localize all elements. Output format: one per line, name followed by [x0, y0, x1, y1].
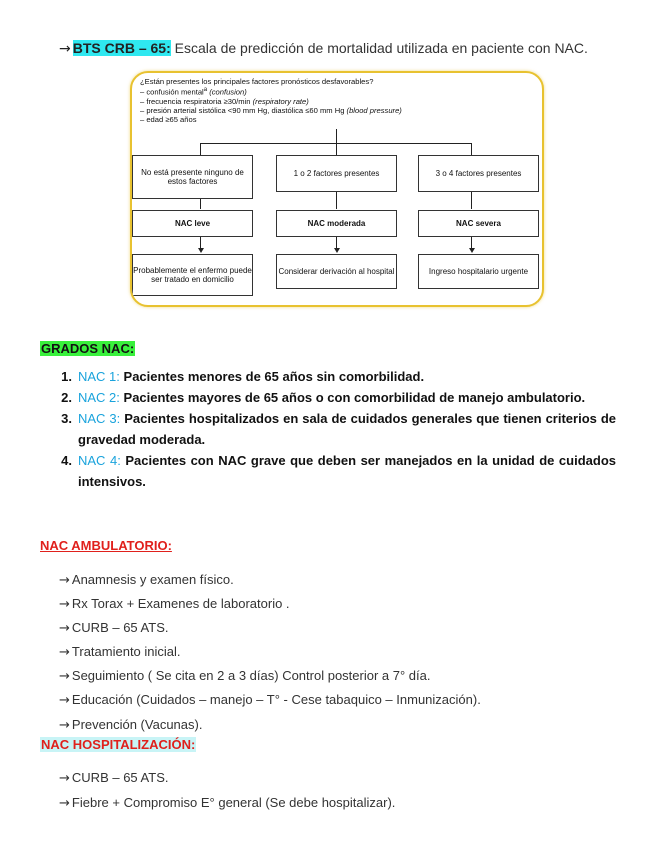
ambulatorio-heading	[40, 538, 172, 553]
factor-confusion: – confusión mental$^a$ (confusion)	[140, 87, 247, 97]
action-box-ingreso: Ingreso hospitalario urgente	[418, 254, 539, 289]
factors-box-none: No está presente ninguno de estos factores	[132, 155, 253, 199]
arrow-icon: →	[59, 795, 70, 811]
factor-blood-pressure: – presión arterial sistólica <90 mm Hg, diastólica ≤60 mm Hg (blood pressure)	[140, 105, 402, 115]
connector-line	[200, 199, 201, 209]
arrow-icon: →	[59, 693, 70, 709]
list-number: 2.	[61, 390, 72, 405]
connector-line	[336, 192, 337, 209]
connector-line	[336, 129, 337, 143]
connector-line	[336, 143, 337, 155]
list-item	[50, 450, 616, 492]
grado-label: NAC 3:	[78, 411, 121, 426]
list-item	[59, 592, 481, 616]
grado-label: NAC 2:	[78, 390, 120, 405]
scale-label: BTS CRB – 65:	[72, 40, 171, 56]
list-item	[59, 640, 481, 664]
arrow-icon: →	[59, 41, 71, 57]
flowchart-question: ¿Están presentes los principales factores pronósticos desfavorables?	[140, 77, 374, 86]
list-item-text: Rx Torax + Examenes de laboratorio .	[71, 596, 290, 612]
scale-description: Escala de predicción de mortalidad utilizada en paciente con NAC.	[170, 40, 588, 56]
list-item-text: Prevención (Vacunas).	[71, 716, 203, 732]
severity-box-moderada: NAC moderada	[276, 210, 397, 237]
grados-heading-text: GRADOS NAC:	[41, 341, 135, 356]
grado-text: Pacientes con NAC grave que deben ser manejados en la unidad de cuidados intensivos.	[78, 453, 617, 489]
arrow-down-icon	[469, 248, 475, 253]
connector-line	[200, 143, 201, 155]
severity-box-severa: NAC severa	[418, 210, 539, 237]
list-item	[59, 766, 395, 791]
factors-box-3-4: 3 o 4 factores presentes	[418, 155, 539, 192]
crb65-flowchart	[130, 71, 544, 307]
factors-box-1-2: 1 o 2 factores presentes	[276, 155, 397, 192]
connector-line	[471, 192, 472, 209]
grado-text: Pacientes hospitalizados en sala de cuidados generales que tienen criterios de gravedad moderada.	[78, 411, 616, 447]
list-item	[59, 664, 481, 688]
list-item-text: Fiebre + Compromiso E° general (Se debe hospitalizar).	[71, 794, 396, 810]
hospitalizacion-list	[59, 766, 395, 815]
list-item	[50, 366, 616, 387]
grados-heading	[40, 341, 135, 356]
list-item-text: CURB – 65 ATS.	[71, 620, 169, 636]
list-item-text: Tratamiento inicial.	[71, 644, 181, 660]
arrow-icon: →	[59, 621, 70, 637]
connector-line	[471, 143, 472, 155]
list-number: 3.	[61, 411, 72, 426]
grado-label: NAC 4:	[78, 453, 121, 468]
arrow-icon: →	[59, 573, 70, 588]
arrow-down-icon	[198, 248, 204, 253]
list-item	[59, 791, 395, 816]
list-item	[59, 713, 481, 737]
arrow-icon: →	[59, 645, 70, 661]
grado-label: NAC 1:	[78, 369, 120, 384]
flowchart-question-block	[140, 77, 535, 124]
factor-age: – edad ≥65 años	[140, 114, 197, 124]
arrow-icon: →	[59, 717, 70, 733]
list-number: 4.	[61, 453, 72, 468]
action-box-domicilio: Probablemente el enfermo puede ser tratado en domicilio	[132, 254, 253, 296]
ambulatorio-list	[59, 568, 481, 737]
list-item-text: Anamnesis y examen físico.	[71, 572, 234, 587]
ambulatorio-heading-text: NAC AMBULATORIO:	[40, 538, 172, 553]
list-item	[59, 616, 481, 640]
arrow-icon: →	[59, 669, 70, 685]
arrow-down-icon	[334, 248, 340, 253]
list-item-text: CURB – 65 ATS.	[71, 770, 169, 785]
list-item	[50, 387, 616, 408]
scale-intro-line	[59, 40, 588, 57]
list-item-text: Educación (Cuidados – manejo – T° - Cese tabaquico – Inmunización).	[71, 692, 481, 708]
factor-respiratory-rate: – frecuencia respiratoria ≥30/min (respiratory rate)	[140, 96, 309, 106]
grado-text: Pacientes menores de 65 años sin comorbilidad.	[119, 369, 425, 384]
list-item-text: Seguimiento ( Se cita en 2 a 3 días) Control posterior a 7° día.	[71, 668, 431, 684]
severity-box-leve: NAC leve	[132, 210, 253, 237]
hospitalizacion-heading	[40, 737, 196, 752]
action-box-derivacion: Considerar derivación al hospital	[276, 254, 397, 289]
list-item	[50, 408, 616, 450]
hospitalizacion-heading-text: NAC HOSPITALIZACIÓN:	[41, 737, 196, 752]
list-number: 1.	[61, 369, 72, 384]
list-item	[59, 688, 481, 712]
grados-list	[50, 366, 616, 492]
arrow-icon: →	[59, 597, 70, 613]
arrow-icon: →	[59, 771, 70, 786]
list-item	[59, 568, 481, 592]
grado-text: Pacientes mayores de 65 años o con comorbilidad de manejo ambulatorio.	[119, 390, 586, 405]
